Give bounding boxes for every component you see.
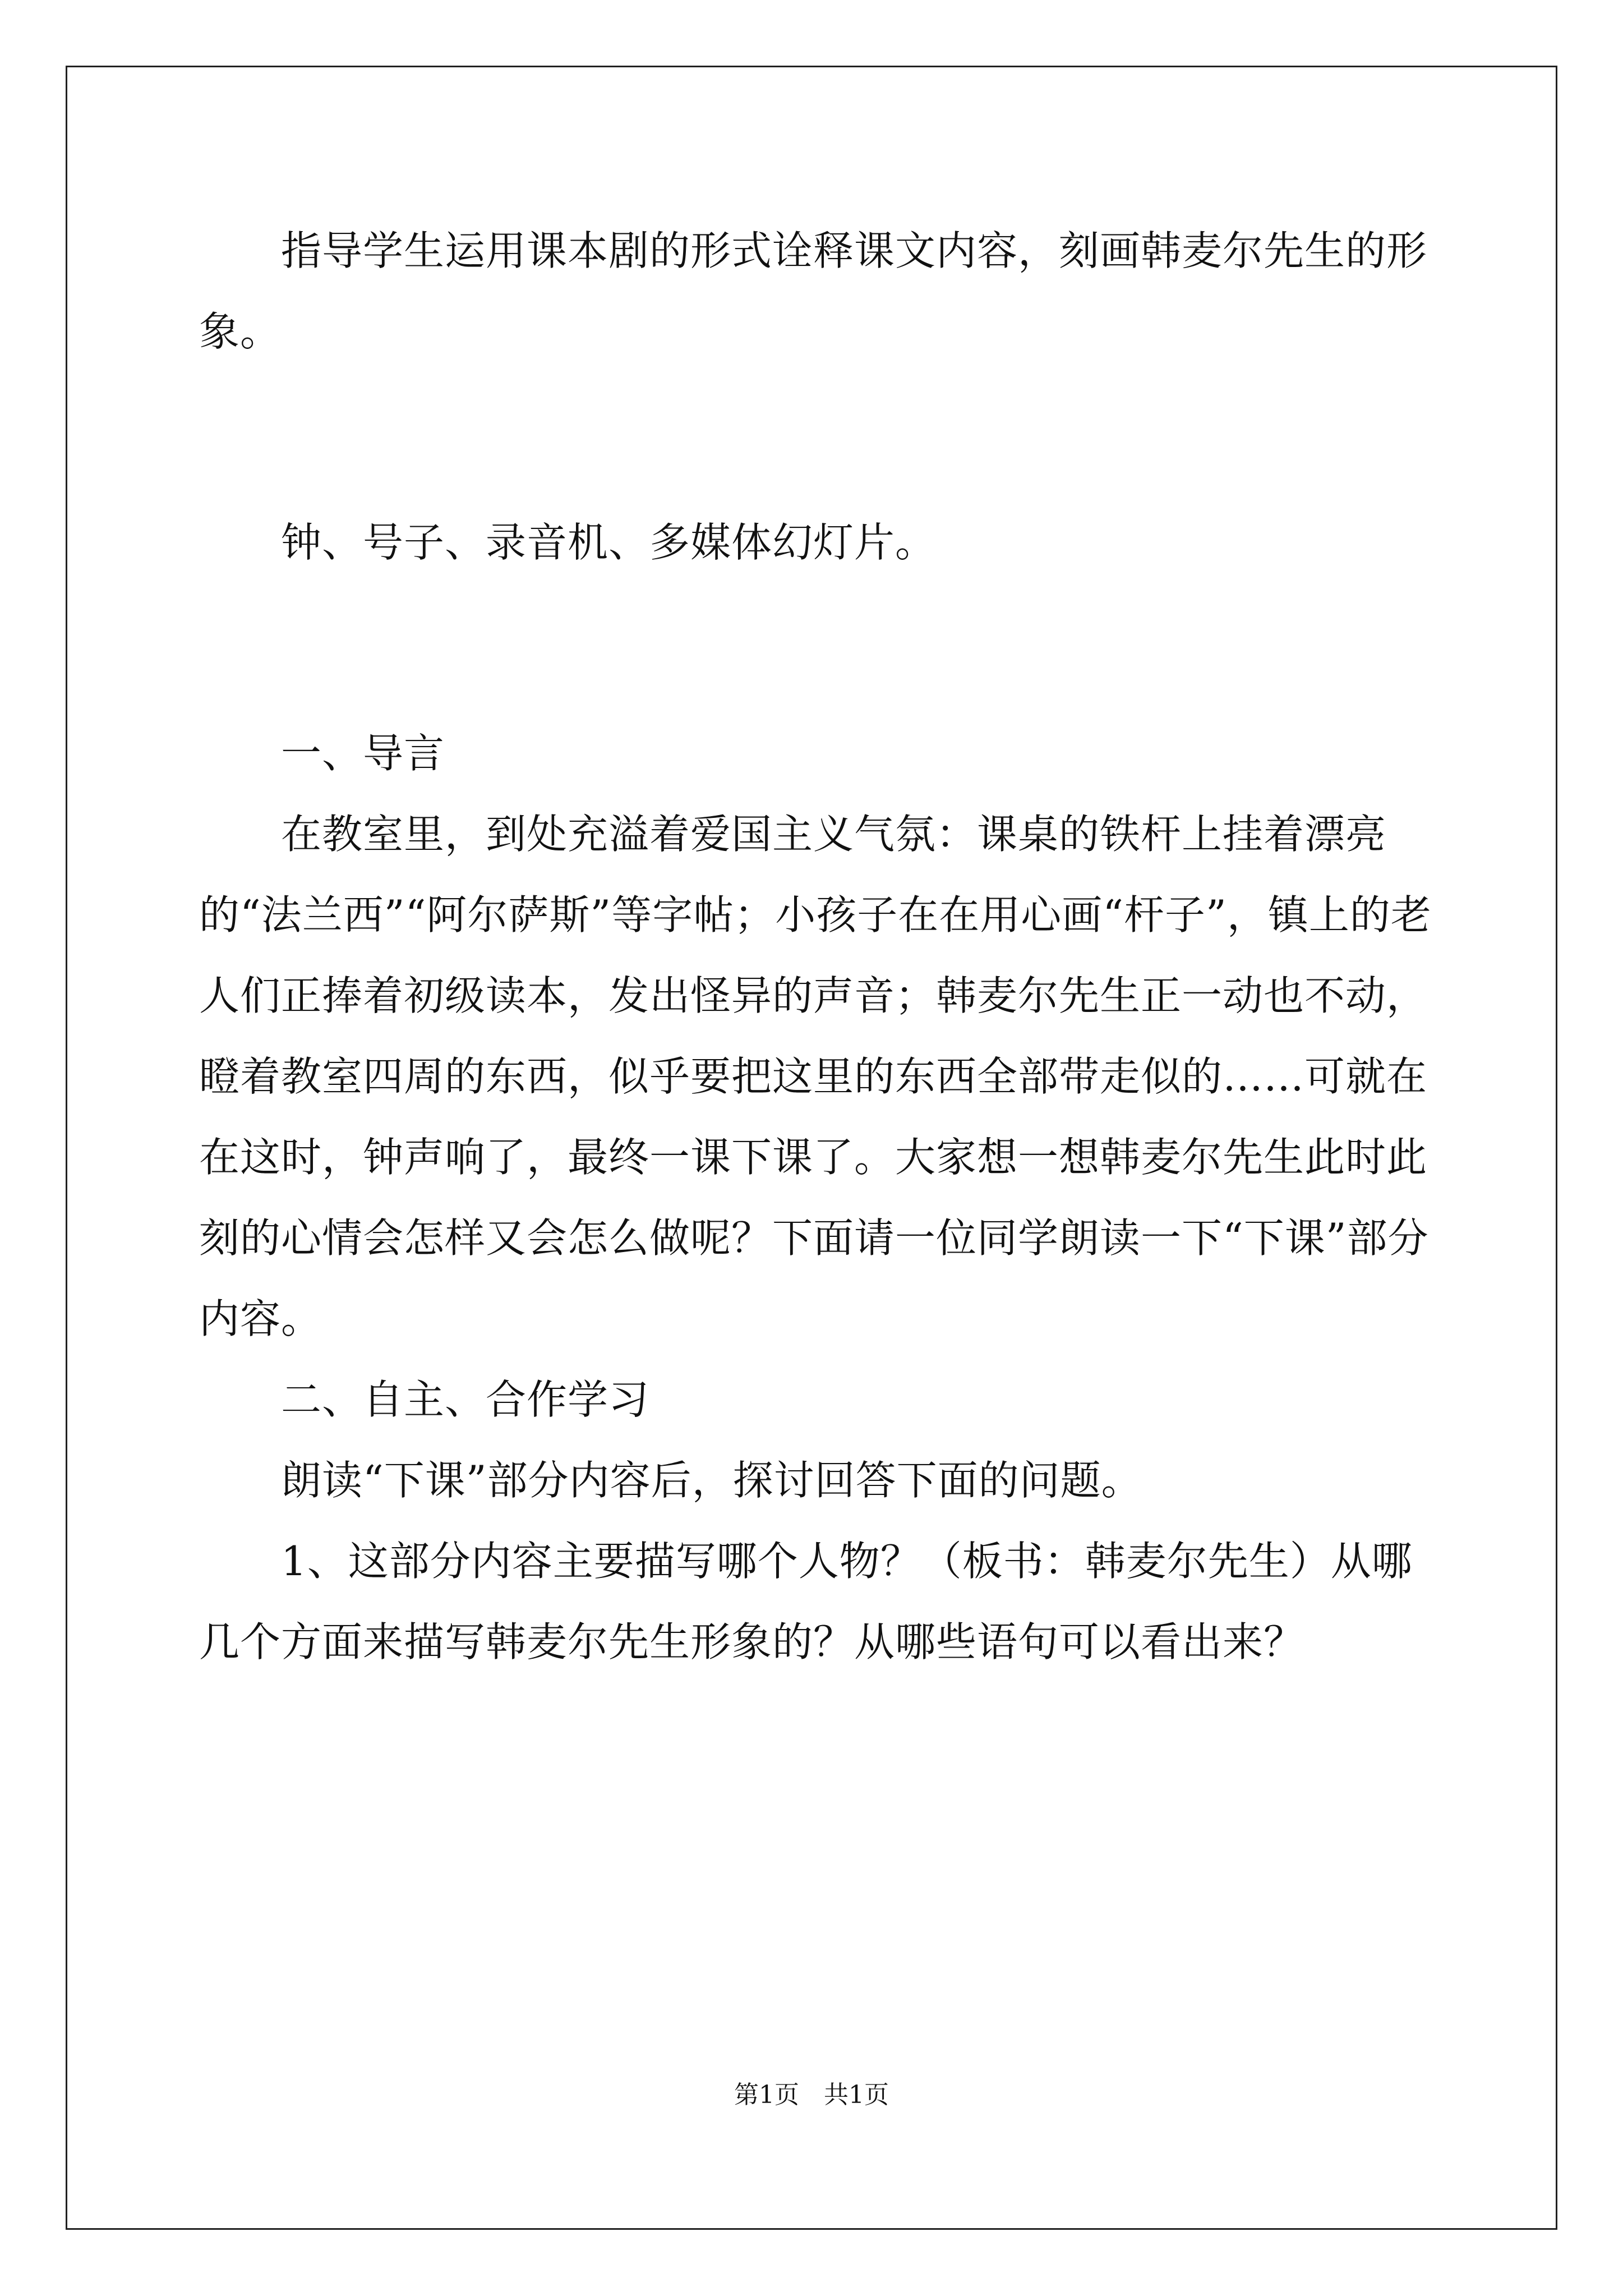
section-heading-study: 二、自主、合作学习 (281, 1376, 650, 1423)
section-heading-intro: 一、导言 (281, 730, 445, 777)
paragraph-materials: 钟、号子、录音机、多媒体幻灯片。 (281, 519, 937, 566)
paragraph-objective: 指导学生运用课本剧的形式诠释课文内容，刻画韩麦尔先生的形象。 (199, 227, 1428, 355)
paragraph-intro-text: 在教室里，到处充溢着爱国主义气氛：课桌的铁杆上挂着漂亮的“法兰西”“阿尔萨斯”等字帖；小孩子在在用心画“杆子”，镇上的老人们正捧着初级读本，发出怪异的声音；韩麦尔先生正一动也不动，瞪着教室四周的东西，似乎要把这里的东西全部带走似的……可就在在这时，钟声响了，最终一课下课了。大家想一想韩麦尔先生此时此刻的心情会怎样又会怎么做呢？下面请一位同学朗读一下“下课”部分内容。 (199, 811, 1432, 1342)
paragraph-question-1: 1、这部分内容主要描写哪个人物？（板书：韩麦尔先生）从哪几个方面来描写韩麦尔先生形象的？从哪些语句可以看出来？ (199, 1538, 1413, 1665)
paragraph-study-instruction: 朗读“下课”部分内容后，探讨回答下面的问题。 (281, 1457, 1142, 1504)
page-footer: 第1页 共1页 (734, 2081, 889, 2109)
spacer (199, 372, 1433, 502)
spacer (199, 583, 1433, 713)
document-body (199, 210, 1433, 1682)
